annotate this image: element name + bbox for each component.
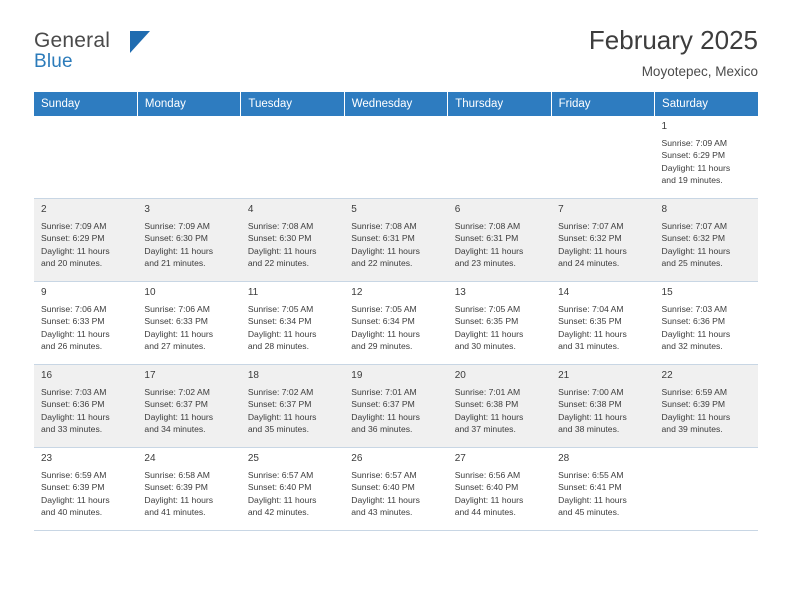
day-detail-line: Sunrise: 7:03 AM [661,304,727,315]
day-number: 4 [247,204,254,215]
day-number: 2 [41,204,47,215]
day-detail-line: and 42 minutes. [247,506,309,517]
day-detail-line: Sunset: 6:34 PM [247,316,312,327]
day-detail-line: Daylight: 11 hours [247,245,317,256]
day-detail-line: Sunset: 6:32 PM [558,233,622,244]
day-detail-line: Sunrise: 6:58 AM [144,470,210,481]
day-detail-line: Sunrise: 7:05 AM [351,304,417,315]
calendar-day-cell[interactable] [34,199,137,282]
calendar-day-cell[interactable] [137,448,240,531]
weekday-header-tuesday: Tuesday [241,92,344,116]
day-number: 5 [351,204,357,215]
day-number: 10 [144,287,156,298]
day-detail-line: and 22 minutes. [247,257,309,268]
calendar-day-cell[interactable] [344,199,447,282]
day-detail-line: Sunset: 6:39 PM [144,482,208,493]
day-detail-line: Sunset: 6:30 PM [144,233,208,244]
day-detail-line: Sunrise: 7:05 AM [454,304,521,315]
day-detail-line: Sunset: 6:38 PM [558,399,622,410]
location-subtitle: Moyotepec, Mexico [641,63,758,79]
day-detail-line: and 37 minutes. [454,423,516,434]
day-detail-line: Daylight: 11 hours [558,411,627,422]
day-detail-line: Sunset: 6:40 PM [247,482,312,493]
day-number: 12 [351,287,363,298]
day-detail-line: Sunset: 6:29 PM [41,233,105,244]
day-detail-line: and 25 minutes. [661,257,723,268]
day-detail-line: Sunset: 6:32 PM [661,233,726,244]
day-detail-line: Daylight: 11 hours [454,494,524,505]
day-detail-line: and 36 minutes. [351,423,413,434]
calendar-day-cell[interactable] [551,199,654,282]
day-detail-line: Daylight: 11 hours [41,328,110,339]
day-detail-line: and 27 minutes. [144,340,206,351]
calendar-table [34,92,758,531]
day-detail-line: Sunrise: 7:06 AM [144,304,210,315]
day-detail-line: Sunrise: 7:04 AM [558,304,624,315]
day-detail-line: Sunrise: 7:09 AM [661,138,727,149]
day-detail-line: Daylight: 11 hours [558,494,627,505]
calendar-day-cell[interactable] [448,448,551,531]
day-detail-line: Sunrise: 7:08 AM [454,221,521,232]
day-detail-line: and 23 minutes. [454,257,516,268]
calendar-day-cell-empty [241,116,344,199]
day-detail-line: Daylight: 11 hours [144,328,214,339]
day-number: 18 [247,370,259,381]
calendar-day-cell[interactable] [34,365,137,448]
day-detail-line: and 29 minutes. [351,340,413,351]
day-detail-line: Sunset: 6:39 PM [41,482,105,493]
day-detail-line: and 20 minutes. [41,257,103,268]
day-number: 3 [144,204,150,215]
weekday-header-sunday: Sunday [34,92,137,116]
calendar-day-cell[interactable] [655,116,758,199]
day-detail-line: Sunset: 6:33 PM [41,316,105,327]
day-detail-line: Sunset: 6:41 PM [558,482,622,493]
day-number: 17 [144,370,156,381]
logo[interactable] [34,30,234,71]
calendar-week-row [34,282,758,365]
day-number: 28 [558,453,570,464]
day-detail-line: and 21 minutes. [144,257,206,268]
day-detail-line: Sunset: 6:33 PM [144,316,208,327]
day-detail-line: and 24 minutes. [558,257,620,268]
day-detail-line: and 39 minutes. [661,423,723,434]
day-number: 22 [661,370,673,381]
calendar-day-cell[interactable] [655,365,758,448]
weekday-header-monday: Monday [137,92,240,116]
day-detail-line: Daylight: 11 hours [454,245,524,256]
day-detail-line: Sunset: 6:30 PM [247,233,312,244]
calendar-week-row [34,365,758,448]
day-detail-line: Sunrise: 7:01 AM [351,387,417,398]
calendar-day-cell[interactable] [551,282,654,365]
calendar-day-cell[interactable] [448,199,551,282]
day-detail-line: Sunrise: 7:08 AM [247,221,314,232]
day-detail-line: and 30 minutes. [454,340,516,351]
day-detail-line: Daylight: 11 hours [351,245,420,256]
day-detail-line: and 28 minutes. [247,340,309,351]
day-detail-line: Sunrise: 7:01 AM [454,387,521,398]
calendar-day-cell[interactable] [137,282,240,365]
day-detail-line: Sunrise: 7:09 AM [41,221,107,232]
day-detail-line: Sunset: 6:31 PM [351,233,415,244]
day-detail-line: Sunset: 6:35 PM [558,316,622,327]
day-detail-line: Sunrise: 7:05 AM [247,304,314,315]
day-number: 27 [454,453,466,464]
day-detail-line: and 38 minutes. [558,423,620,434]
day-number: 6 [454,204,461,215]
day-detail-line: Sunset: 6:31 PM [454,233,519,244]
flag-icon [130,31,150,53]
day-detail-line: Sunset: 6:38 PM [454,399,519,410]
day-number: 16 [41,370,53,381]
day-number: 24 [144,453,156,464]
day-detail-line: Daylight: 11 hours [41,411,110,422]
day-detail-line: Daylight: 11 hours [661,328,731,339]
calendar-day-cell[interactable] [34,448,137,531]
day-detail-line: and 32 minutes. [661,340,723,351]
day-detail-line: Daylight: 11 hours [144,411,214,422]
day-detail-line: Sunset: 6:36 PM [41,399,105,410]
calendar-day-cell-empty [34,116,137,199]
calendar-day-cell[interactable] [551,448,654,531]
day-detail-line: Sunset: 6:36 PM [661,316,726,327]
day-detail-line: Sunset: 6:29 PM [661,150,726,161]
weekday-header-wednesday: Wednesday [344,92,447,116]
day-number: 21 [558,370,570,381]
calendar-day-cell[interactable] [655,199,758,282]
day-detail-line: Sunset: 6:37 PM [247,399,312,410]
day-detail-line: Daylight: 11 hours [454,328,524,339]
calendar-day-cell[interactable] [655,282,758,365]
weekday-header-saturday: Saturday [655,92,758,116]
day-detail-line: and 40 minutes. [41,506,103,517]
day-detail-line: Daylight: 11 hours [41,245,110,256]
page-title: February 2025 [588,25,758,55]
day-detail-line: and 26 minutes. [41,340,103,351]
day-detail-line: and 43 minutes. [351,506,413,517]
day-detail-line: Daylight: 11 hours [558,245,627,256]
day-detail-line: Sunrise: 7:02 AM [144,387,210,398]
day-detail-line: Sunrise: 7:03 AM [41,387,107,398]
day-detail-line: Sunrise: 6:56 AM [454,470,521,481]
day-detail-line: Sunset: 6:37 PM [144,399,208,410]
day-detail-line: Daylight: 11 hours [454,411,524,422]
day-detail-line: Daylight: 11 hours [351,411,420,422]
day-detail-line: and 35 minutes. [247,423,309,434]
day-number: 20 [454,370,466,381]
day-detail-line: and 22 minutes. [351,257,413,268]
day-detail-line: Sunrise: 7:07 AM [558,221,624,232]
day-detail-line: and 34 minutes. [144,423,206,434]
calendar-day-cell[interactable] [448,282,551,365]
day-detail-line: Daylight: 11 hours [247,494,317,505]
day-detail-line: Sunrise: 7:06 AM [41,304,107,315]
day-number: 15 [661,287,673,298]
day-number: 1 [661,121,668,132]
day-detail-line: Sunrise: 7:08 AM [351,221,417,232]
day-detail-line: Sunset: 6:39 PM [661,399,726,410]
day-detail-line: Sunrise: 7:07 AM [661,221,727,232]
day-detail-line: Sunrise: 6:55 AM [558,470,624,481]
day-detail-line: Daylight: 11 hours [247,411,317,422]
calendar-day-cell-empty [551,116,654,199]
day-detail-line: Sunset: 6:34 PM [351,316,415,327]
calendar-day-cell[interactable] [137,365,240,448]
logo-text-blue: Blue [34,51,73,72]
day-detail-line: and 31 minutes. [558,340,620,351]
calendar-day-cell-empty [448,116,551,199]
calendar-body [34,116,758,531]
calendar-week-row [34,199,758,282]
calendar-day-cell[interactable] [241,448,344,531]
calendar-day-cell-empty [655,448,758,531]
day-detail-line: Sunrise: 6:59 AM [41,470,107,481]
day-detail-line: Sunset: 6:35 PM [454,316,519,327]
day-detail-line: and 44 minutes. [454,506,516,517]
day-detail-line: and 19 minutes. [661,174,723,185]
page-header [34,0,758,79]
day-number: 9 [41,287,47,298]
calendar-week-row [34,116,758,199]
day-detail-line: Sunset: 6:40 PM [351,482,415,493]
day-detail-line: Daylight: 11 hours [661,411,731,422]
day-detail-line: Sunrise: 6:57 AM [247,470,314,481]
day-number: 26 [351,453,363,464]
day-detail-line: Daylight: 11 hours [351,494,420,505]
calendar-day-cell[interactable] [34,282,137,365]
calendar-week-row [34,448,758,531]
day-detail-line: Daylight: 11 hours [144,245,214,256]
calendar-day-cell[interactable] [241,199,344,282]
day-number: 25 [247,453,259,464]
day-number: 8 [661,204,668,215]
day-detail-line: Sunrise: 7:00 AM [558,387,624,398]
calendar-day-cell[interactable] [551,365,654,448]
day-number: 7 [558,204,564,215]
day-number: 13 [454,287,466,298]
day-detail-line: and 41 minutes. [144,506,206,517]
calendar-day-cell-empty [137,116,240,199]
calendar-day-cell[interactable] [344,282,447,365]
day-detail-line: and 45 minutes. [558,506,620,517]
day-detail-line: Sunset: 6:37 PM [351,399,415,410]
day-detail-line: Daylight: 11 hours [144,494,214,505]
day-detail-line: Sunrise: 6:59 AM [661,387,727,398]
day-detail-line: Sunrise: 7:02 AM [247,387,314,398]
day-number: 11 [247,287,259,298]
day-detail-line: Daylight: 11 hours [661,162,731,173]
calendar-day-cell[interactable] [137,199,240,282]
calendar-day-cell[interactable] [241,365,344,448]
calendar-day-cell[interactable] [344,365,447,448]
day-detail-line: Daylight: 11 hours [41,494,110,505]
day-detail-line: and 33 minutes. [41,423,103,434]
calendar-day-cell-empty [344,116,447,199]
day-detail-line: Daylight: 11 hours [558,328,627,339]
calendar-day-cell[interactable] [344,448,447,531]
day-detail-line: Sunrise: 7:09 AM [144,221,210,232]
weekday-header-thursday: Thursday [448,92,551,116]
weekday-header-friday: Friday [551,92,654,116]
weekday-header-row [34,92,758,116]
calendar-day-cell[interactable] [448,365,551,448]
day-detail-line: Daylight: 11 hours [247,328,317,339]
day-detail-line: Daylight: 11 hours [661,245,731,256]
day-detail-line: Sunset: 6:40 PM [454,482,519,493]
day-number: 14 [558,287,570,298]
day-detail-line: Sunrise: 6:57 AM [351,470,417,481]
logo-text-general: General [34,29,111,52]
day-number: 19 [351,370,363,381]
calendar-day-cell[interactable] [241,282,344,365]
day-detail-line: Daylight: 11 hours [351,328,420,339]
day-number: 23 [41,453,53,464]
